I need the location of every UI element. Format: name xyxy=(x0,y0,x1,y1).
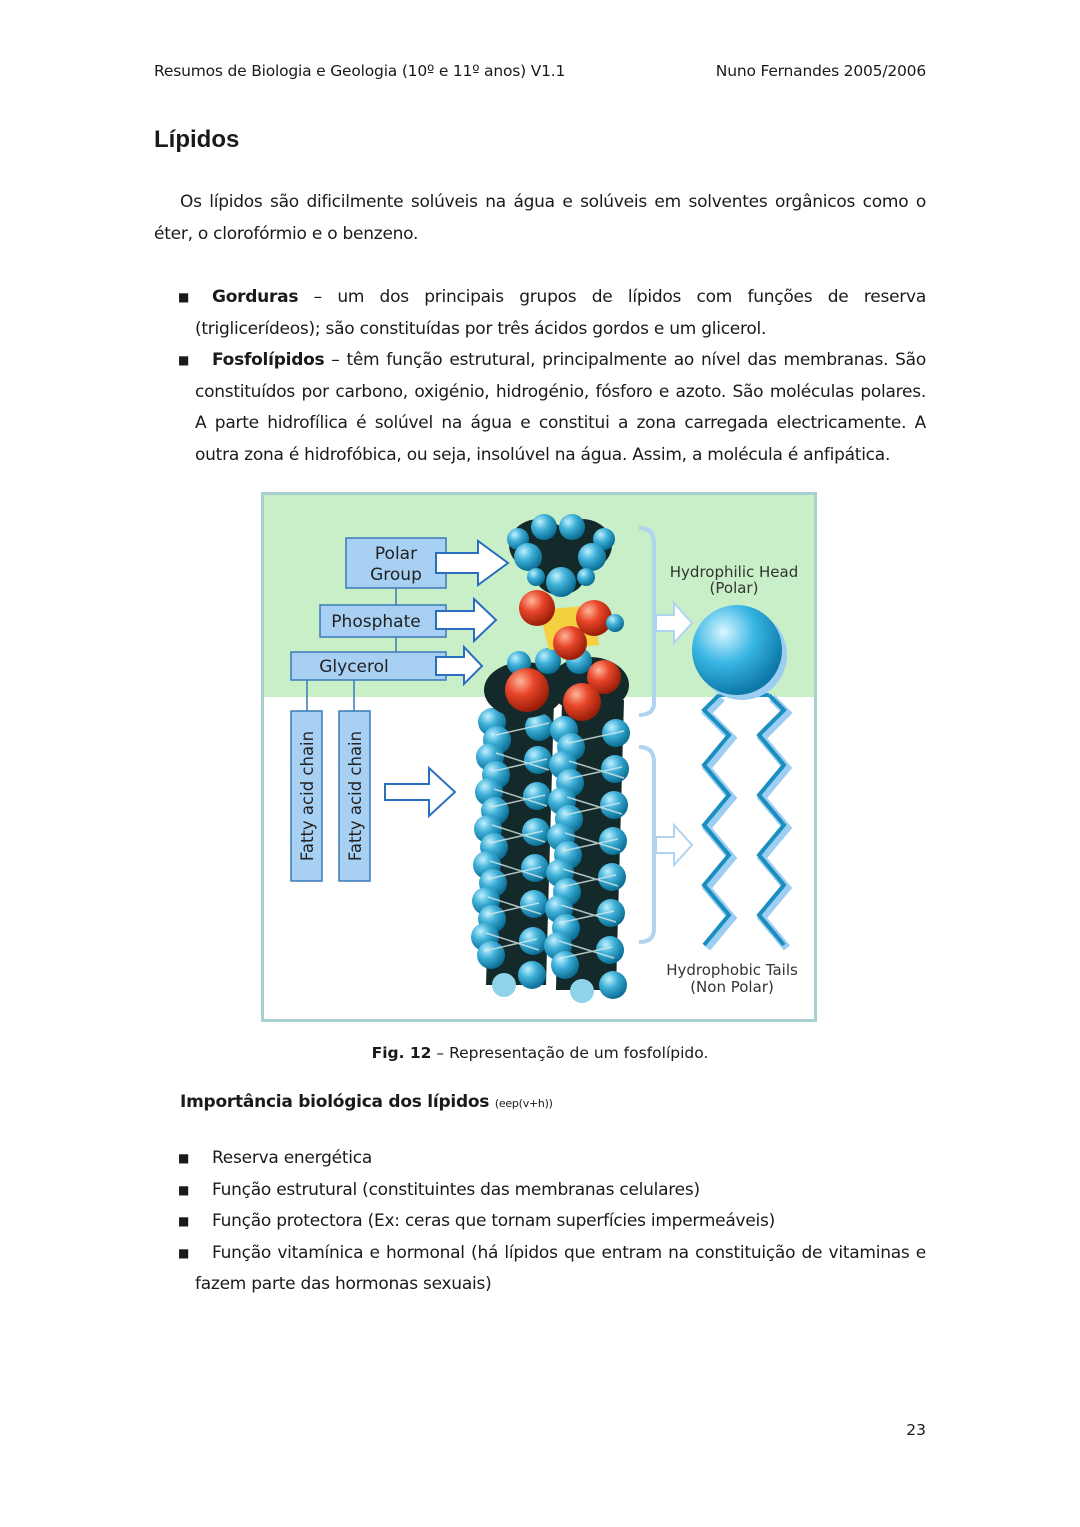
svg-text:Fatty acid chain: Fatty acid chain xyxy=(346,730,365,862)
list-item: ■ Reserva energética xyxy=(195,1143,926,1175)
label-fatty-acid-chain-2 xyxy=(339,711,370,881)
importance-title: Importância biológica dos lípidos xyxy=(180,1092,490,1112)
page-number: 23 xyxy=(906,1421,926,1439)
svg-text:Polar: Polar xyxy=(374,544,418,564)
caption-figure-number: Fig. 12 xyxy=(371,1044,432,1062)
importance-mnemonic: (eep(v+h)) xyxy=(494,1097,553,1110)
svg-text:Glycerol: Glycerol xyxy=(319,657,389,677)
arrow-right-icon xyxy=(656,825,692,865)
svg-text:Phosphate: Phosphate xyxy=(331,612,421,632)
phospholipid-diagram xyxy=(264,495,814,1019)
hydrophilic-head-label: Hydrophilic Head xyxy=(669,563,799,581)
term-gorduras: Gorduras xyxy=(212,287,299,307)
label-fatty-acid-chain-1 xyxy=(291,711,322,881)
label-glycerol xyxy=(291,652,446,680)
list-item-fosfolipidos xyxy=(178,345,926,471)
running-header-title: Resumos de Biologia e Geologia (10º e 11º anos) V1.1 xyxy=(154,62,566,80)
separator: – xyxy=(324,350,347,370)
svg-text:(Polar): (Polar) xyxy=(709,579,759,597)
svg-text:Group: Group xyxy=(370,565,422,585)
definition-fosfolipidos: têm função estrutural, principalmente ao nível das membranas. São constituídos por carbono, oxigénio, hidrogénio, fósforo e azoto. São moléculas polares. A parte hidrofílica é solúvel na água e constitui a zona carregada electricamente. A outra zona é hidrofóbica, ou seja, insolúvel na água. Assim, a molécula é anfipática. xyxy=(195,350,926,465)
importance-heading xyxy=(180,1092,553,1112)
term-fosfolipidos: Fosfolípidos xyxy=(212,350,325,370)
phospholipid-figure xyxy=(261,492,817,1022)
svg-text:Fatty acid chain: Fatty acid chain xyxy=(298,730,317,862)
hydrophobic-tails-label: Hydrophobic Tails xyxy=(666,961,798,979)
list-item-gorduras xyxy=(178,282,927,345)
caption-text: – Representação de um fosfolípido. xyxy=(431,1044,709,1062)
bullet-square-icon: ■ xyxy=(178,1245,190,1260)
schematic-hydrophilic-head xyxy=(692,605,782,695)
bullet-square-icon: ■ xyxy=(178,1214,190,1228)
separator: – xyxy=(298,287,338,307)
bullet-square-icon: ■ xyxy=(178,1151,190,1165)
section-title: Lípidos xyxy=(154,126,240,153)
running-header-author: Nuno Fernandes 2005/2006 xyxy=(715,62,926,80)
definition-gorduras: um dos principais grupos de lípidos com funções de reserva (triglicerídeos); são constituídas por três ácidos gordos e um glicerol. xyxy=(195,287,927,339)
figure-caption xyxy=(0,1044,1080,1062)
bullet-square-icon: ■ xyxy=(178,1182,190,1197)
label-polar-group xyxy=(346,538,446,588)
bullet-square-icon: ■ xyxy=(178,353,190,367)
bracket-tail xyxy=(639,747,654,942)
molecule-fatty-acid-chains xyxy=(471,700,630,1003)
label-phosphate xyxy=(320,605,446,637)
bullet-square-icon: ■ xyxy=(178,290,190,304)
list-item: ■ Função vitamínica e hormonal (há lípidos que entram na constituição de vitaminas e fazem parte das hormonas sexuais) xyxy=(195,1238,926,1301)
importance-list xyxy=(178,1143,926,1301)
lipid-types-list xyxy=(178,282,926,471)
list-item: ■ Função protectora (Ex: ceras que tornam superfícies impermeáveis) xyxy=(195,1206,926,1238)
svg-text:(Non Polar): (Non Polar) xyxy=(690,978,774,996)
intro-paragraph: Os lípidos são dificilmente solúveis na água e solúveis em solventes orgânicos como o éter, o clorofórmio e o benzeno. xyxy=(154,192,926,244)
schematic-tails xyxy=(704,695,787,948)
list-item: ■ Função estrutural (constituintes das membranas celulares) xyxy=(195,1175,926,1207)
